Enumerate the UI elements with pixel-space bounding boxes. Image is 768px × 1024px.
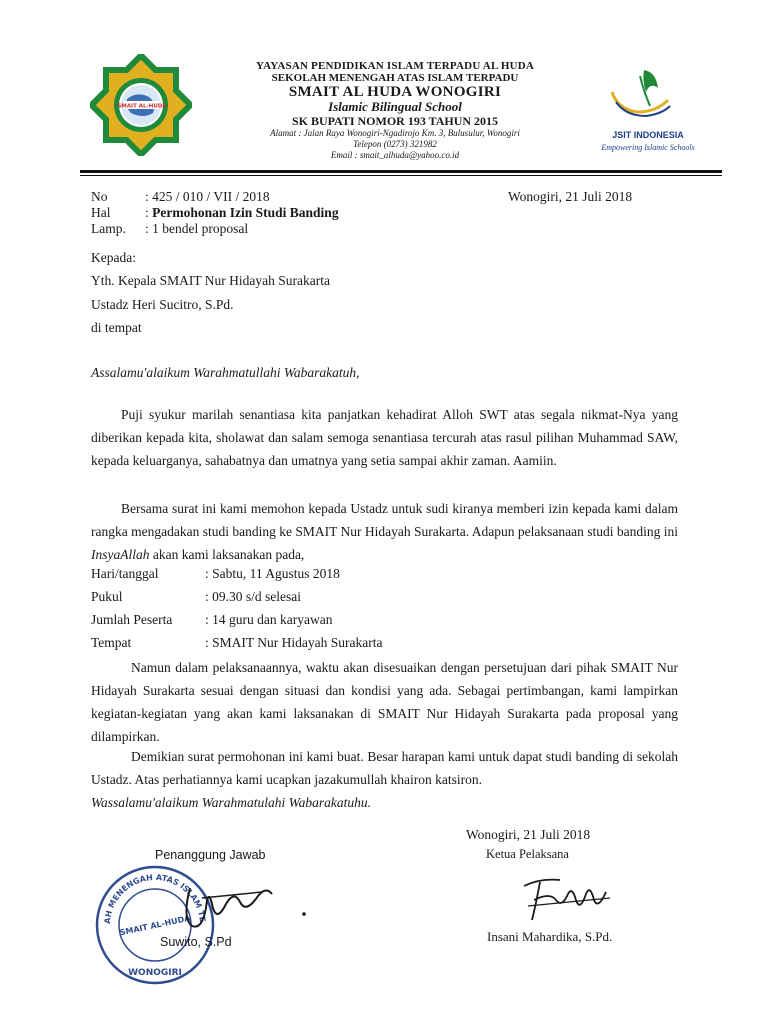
signature-date: Wonogiri, 21 Juli 2018 — [466, 827, 591, 842]
decree-number: SK BUPATI NOMOR 193 TAHUN 2015 — [291, 114, 499, 128]
jsit-logo-slogan: Empowering Islamic Schools — [601, 143, 695, 152]
stamp-center-text: SMAIT AL-HUDA — [119, 913, 192, 938]
paragraph-1-text: Puji syukur marilah senantiasa kita panjatkan kehadirat Alloh SWT atas segala nikmat-Nya yang diberikan kepada kita, sholawat dan salam semoga senantiasa tercurah atas rasul pilihan Muhammad SAW, kepada keluarganya, sahabatnya dan umatnya yang setia sampai akhir zaman. Aamiin. — [91, 407, 678, 468]
school-logo-text: SMAIT AL-HUDA — [117, 103, 167, 110]
paragraph-2-text — [91, 497, 678, 566]
paragraph-3-text: Namun dalam pelaksanaannya, waktu akan disesuaikan dengan persetujuan dari pihak SMAIT Nur Hidayah Surakarta sesuai dengan situasi dan kondisi yang ada. Sebagai pertimbangan, kami lampirkan kegiatan-kegiatan yang akan kami laksanakan di SMAIT Nur Hidayah Surakarta pada proposal yang dilampirkan. — [91, 660, 678, 744]
paragraph-3 — [91, 656, 678, 748]
paragraph-2-end: akan kami laksanakan pada, — [149, 547, 305, 562]
stamp-bottom-text: WONOGIRI — [128, 968, 182, 978]
school-level: SEKOLAH MENENGAH ATAS ISLAM TERPADU — [271, 72, 519, 84]
school-tagline: Islamic Bilingual School — [328, 99, 462, 114]
left-signer-name: Suwito, S.Pd — [160, 935, 232, 949]
detail-value-place: : SMAIT Nur Hidayah Surakarta — [205, 635, 383, 650]
closing-salutation: Wassalamu'alaikum Warahmatulahi Wabarakatuhu. — [91, 795, 372, 810]
school-address: Alamat : Jalan Raya Wonogiri-Ngadirojo Km. 3, Bulusulur, Wonogiri — [270, 128, 520, 138]
header-rule-thin — [80, 175, 722, 176]
lamp-label: Lamp. — [91, 221, 126, 236]
recipient-line3: di tempat — [91, 320, 142, 335]
right-signer-name: Insani Mahardika, S.Pd. — [487, 929, 613, 944]
school-email: Email : smait_alhuda@yahoo.co.id — [330, 150, 460, 160]
subject-colon: : — [145, 205, 153, 220]
detail-label-place: Tempat — [91, 635, 132, 650]
foundation-name: YAYASAN PENDIDIKAN ISLAM TERPADU AL HUDA — [255, 60, 535, 72]
detail-value-date: : Sabtu, 11 Agustus 2018 — [205, 566, 340, 581]
letter-date: Wonogiri, 21 Juli 2018 — [508, 189, 633, 204]
detail-label-time: Pukul — [91, 589, 123, 604]
recipient-line2: Ustadz Heri Sucitro, S.Pd. — [91, 297, 234, 312]
paragraph-2-italic: InsyaAllah — [91, 547, 150, 562]
jsit-logo-name: JSIT INDONESIA — [612, 130, 684, 140]
detail-value-time: : 09.30 s/d selesai — [205, 589, 301, 604]
paragraph-4-text: Demikian surat permohonan ini kami buat. Besar harapan kami untuk dapat studi banding di sekolah Ustadz. Atas perhatiannya kami ucapkan jazakumullah khairon katsiron. — [91, 749, 678, 787]
paragraph-4 — [91, 745, 678, 791]
letter-number: : 425 / 010 / VII / 2018 — [145, 189, 270, 204]
school-phone: Telepon (0273) 321982 — [353, 139, 437, 149]
hal-label: Hal — [91, 205, 111, 220]
left-signature — [162, 868, 322, 938]
detail-label-date: Hari/tanggal — [91, 566, 159, 581]
detail-label-participants: Jumlah Peserta — [91, 612, 173, 627]
header-rule-thick — [80, 170, 722, 173]
detail-value-participants: : 14 guru dan karyawan — [205, 612, 333, 627]
recipient-line1: Yth. Kepala SMAIT Nur Hidayah Surakarta — [91, 273, 330, 288]
left-signer-title: Penanggung Jawab — [155, 848, 266, 862]
greeting: Assalamu'alaikum Warahmatullahi Wabarakatuh, — [91, 365, 360, 380]
right-signer-title: Ketua Pelaksana — [486, 847, 569, 861]
paragraph-1 — [91, 403, 678, 472]
school-logo — [90, 54, 192, 156]
paragraph-2-start: Bersama surat ini kami memohon kepada Ustadz untuk sudi kiranya memberi izin kepada kami dalam rangka mengadakan studi banding ke SMAIT Nur Hidayah Surakarta. Adapun pelaksanaan studi banding ini — [91, 501, 678, 539]
no-label: No — [91, 189, 108, 204]
right-signature — [510, 870, 630, 930]
stamp-arc-top: AH MENENGAH ATAS ISLAM TE — [102, 872, 207, 925]
subject-text: Permohonan Izin Studi Banding — [152, 205, 339, 220]
kepada-label: Kepada: — [91, 250, 136, 265]
attachment-info: : 1 bendel proposal — [145, 221, 249, 236]
school-name: SMAIT AL HUDA WONOGIRI — [288, 84, 502, 100]
paragraph-2 — [91, 497, 678, 566]
